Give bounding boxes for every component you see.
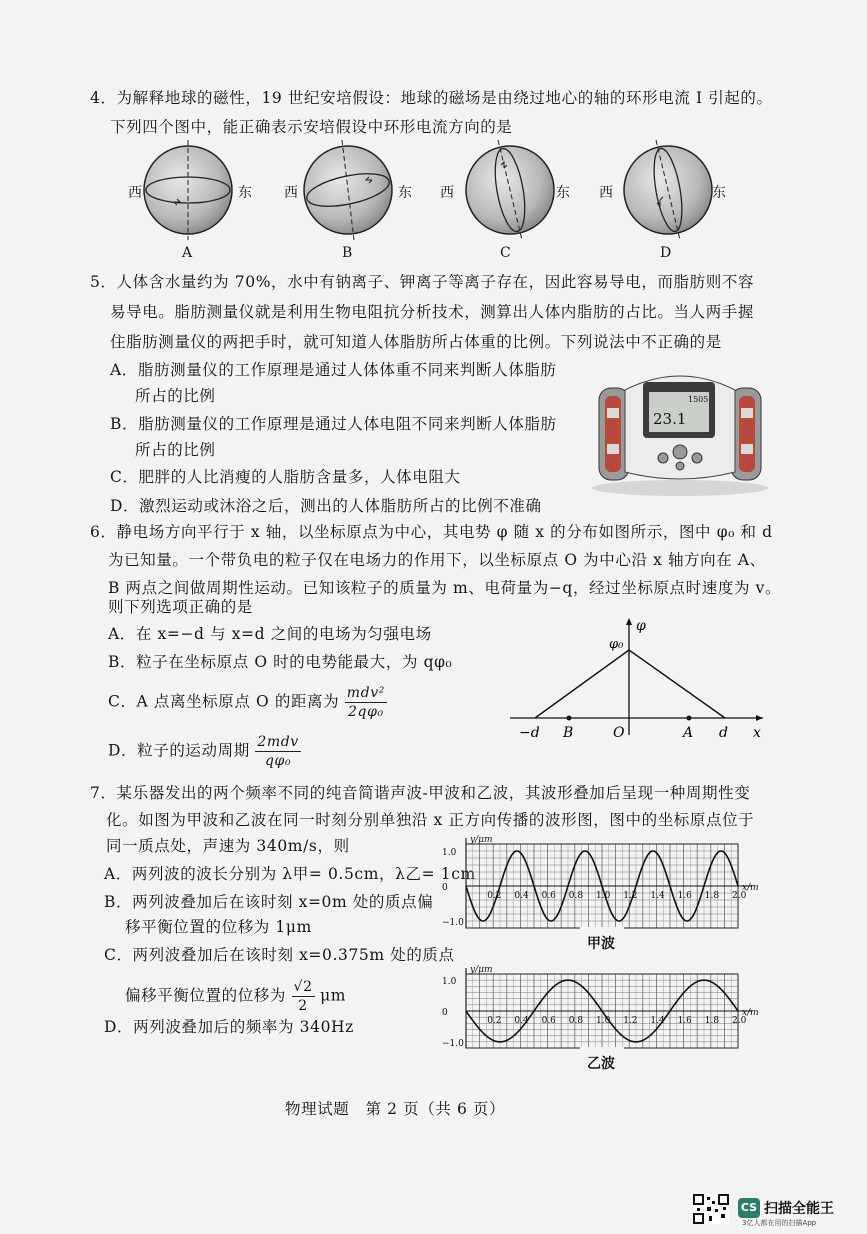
q5-option-c: C．肥胖的人比消瘦的人脂肪含量多，人体电阻大	[110, 468, 461, 486]
scanner-name: 扫描全能王	[764, 1201, 834, 1217]
q6-option-c-text: C．A 点离坐标原点 O 的距离为	[108, 692, 340, 711]
x-tick-label: 0.4	[514, 1016, 529, 1026]
globe-d	[624, 140, 712, 240]
globe-a-east: 东	[238, 185, 252, 201]
q6-option-b: B．粒子在坐标原点 O 时的电势能最大，为 qφ₀	[108, 653, 453, 671]
globe-a	[144, 140, 232, 240]
y-axis-label: y/μm	[470, 835, 493, 845]
q6-line4: 则下列选项正确的是	[108, 598, 253, 616]
globe-d-east: 东	[712, 185, 726, 201]
device-small-reading: 1505	[688, 395, 709, 404]
q6-option-c-fraction	[345, 684, 387, 721]
x-tick-label: 0.2	[487, 891, 502, 901]
y-tick-label: −1.0	[442, 1038, 464, 1049]
y-axis-label: y/μm	[470, 965, 493, 975]
frac-denominator: 2	[298, 998, 308, 1014]
page-footer: 物理试题 第 2 页（共 6 页）	[285, 1100, 506, 1118]
scanner-slogan: 3亿人都在用的扫描App	[742, 1219, 817, 1227]
potential-line	[535, 650, 725, 718]
tick-neg-d: −d	[519, 725, 540, 741]
cs-badge: CS	[738, 1198, 760, 1218]
x-tick-label: 1.2	[623, 891, 638, 901]
y-tick-label: 0	[442, 883, 448, 893]
q7-option-d: D．两列波叠加后的频率为 340Hz	[104, 1018, 354, 1036]
x-tick-label: 2.0	[732, 1016, 747, 1026]
y-tick-label: −1.0	[442, 918, 464, 928]
wave-chart-yi	[440, 962, 770, 1080]
x-tick-label: 2.0	[732, 891, 747, 901]
tick-a: A	[683, 725, 694, 741]
q7-option-b-cont: 移平衡位置的位移为 1μm	[125, 918, 312, 936]
q5-option-b: B．脂肪测量仪的工作原理是通过人体电阻不同来判断人体脂肪	[110, 415, 557, 433]
wave-chart-jia	[440, 832, 770, 960]
q7-line1: 7．某乐器发出的两个频率不同的纯音简谐声波-甲波和乙波，其波形叠加后呈现一种周期性变	[90, 784, 751, 802]
q5-option-b-cont: 所占的比例	[135, 441, 216, 459]
q7-option-c-cont	[125, 978, 346, 1015]
q6-option-c	[108, 684, 387, 721]
q6-line3: B 两点之间做周期性运动。已知该粒子的质量为 m、电荷量为−q，经过坐标原点时速度为 v。	[108, 579, 782, 597]
x-tick-label: 1.8	[704, 1016, 720, 1026]
x-tick-label: 0.6	[541, 1016, 556, 1026]
globe-label-d: D	[660, 245, 672, 261]
point-b	[567, 716, 572, 721]
q6-option-d-fraction	[255, 733, 300, 770]
y-tick-label: 1.0	[442, 977, 457, 988]
globe-d-west: 西	[599, 185, 613, 201]
phi-label: φ	[636, 618, 646, 634]
y-tick-label: 1.0	[442, 848, 457, 858]
q5-line3: 住脂肪测量仪的两把手时，就可知道人体脂肪所占体重的比例。下列说法中不正确的是	[110, 333, 722, 351]
chart-title: 甲波	[587, 936, 615, 952]
globe-a-west: 西	[128, 185, 142, 201]
x-tick-label: 1.2	[623, 1016, 638, 1026]
phi0-label: φ₀	[609, 637, 624, 652]
tick-o: O	[613, 725, 625, 741]
x-tick-label: 1.0	[596, 1016, 611, 1026]
qr-code	[693, 1194, 733, 1234]
frac-denominator: 2qφ₀	[348, 704, 384, 720]
x-label: x	[753, 725, 761, 741]
q5-line2: 易导电。脂肪测量仪就是利用生物电阻抗分析技术，测算出人体内脂肪的占比。当人两手握	[110, 303, 755, 321]
globe-c-east: 东	[556, 185, 570, 201]
point-a	[687, 716, 692, 721]
frac-numerator: mdv²	[346, 685, 385, 701]
y-tick-label: 0	[442, 1008, 448, 1018]
x-tick-label: 0.2	[487, 1016, 502, 1026]
q4-line2: 下列四个图中，能正确表示安培假设中环形电流方向的是	[110, 118, 513, 136]
x-tick-label: 1.4	[650, 891, 665, 901]
frac-numerator: √2	[293, 979, 313, 995]
x-tick-label: 1.6	[677, 891, 692, 901]
q7-option-c-unit: μm	[320, 986, 347, 1005]
frac-denominator: qφ₀	[265, 753, 292, 769]
x-tick-label: 0.8	[568, 1016, 584, 1026]
tick-d: d	[719, 725, 728, 741]
globe-b	[304, 140, 392, 240]
q7-option-c-text: 偏移平衡位置的位移为	[125, 986, 287, 1005]
x-tick-label: 0.4	[514, 891, 529, 901]
q6-option-a: A．在 x=−d 与 x=d 之间的电场为匀强电场	[108, 625, 432, 643]
x-tick-label: 1.6	[677, 1016, 692, 1026]
q7-option-c: C．两列波叠加后在该时刻 x=0.375m 处的质点	[104, 946, 455, 964]
globe-label-a: A	[182, 245, 193, 261]
x-tick-label: 0.6	[541, 891, 556, 901]
x-tick-label: 0.8	[568, 891, 584, 901]
q7-option-a: A．两列波的波长分别为 λ甲= 0.5cm，λ乙= 1cm	[104, 865, 476, 883]
x-axis-label: x/m	[742, 883, 759, 893]
x-tick-label: 1.0	[596, 891, 611, 901]
q4-line1: 4．为解释地球的磁性，19 世纪安培假设：地球的磁场是由绕过地心的轴的环形电流 I 引起的。	[90, 89, 773, 107]
q6-line2: 为已知量。一个带负电的粒子仅在电场力的作用下，以坐标原点 O 为中心沿 x 轴方向在 A、	[108, 551, 766, 569]
globe-b-east: 东	[398, 185, 412, 201]
q6-line1: 6．静电场方向平行于 x 轴，以坐标原点为中心，其电势 φ 随 x 的分布如图所示，图中 φ₀ 和 d	[90, 523, 773, 541]
frac-numerator: 2mdv	[257, 734, 299, 750]
chart-title: 乙波	[587, 1056, 615, 1072]
globe-label-b: B	[342, 245, 353, 261]
tick-b: B	[563, 725, 574, 741]
globe-b-west: 西	[284, 185, 298, 201]
x-tick-label: 1.8	[704, 891, 720, 901]
q7-option-c-fraction	[292, 978, 315, 1015]
q5-option-d: D．激烈运动或沐浴之后，测出的人体脂肪所占的比例不准确	[110, 497, 542, 515]
q6-potential-graph	[505, 610, 775, 745]
globe-label-c: C	[500, 245, 511, 261]
q5-option-a-cont: 所占的比例	[135, 387, 216, 405]
x-tick-label: 1.4	[650, 1016, 665, 1026]
globe-c	[466, 140, 554, 240]
q5-option-a: A．脂肪测量仪的工作原理是通过人体体重不同来判断人体脂肪	[110, 361, 557, 379]
fat-meter-image	[585, 360, 775, 500]
q6-option-d	[108, 733, 301, 770]
q5-line1: 5．人体含水量约为 70%，水中有钠离子、钾离子等离子存在，因此容易导电，而脂肪则不容	[90, 273, 755, 291]
globe-c-west: 西	[440, 185, 454, 201]
q6-option-d-text: D．粒子的运动周期	[108, 741, 250, 760]
device-reading: 23.1	[653, 410, 687, 428]
q7-line3: 同一质点处，声速为 340m/s，则	[106, 837, 350, 855]
x-axis-label: x/m	[742, 1008, 759, 1018]
q7-option-b: B．两列波叠加后在该时刻 x=0m 处的质点偏	[104, 893, 434, 911]
q7-line2: 化。如图为甲波和乙波在同一时刻分别单独沿 x 正方向传播的波形图，图中的坐标原点位于	[106, 811, 755, 829]
